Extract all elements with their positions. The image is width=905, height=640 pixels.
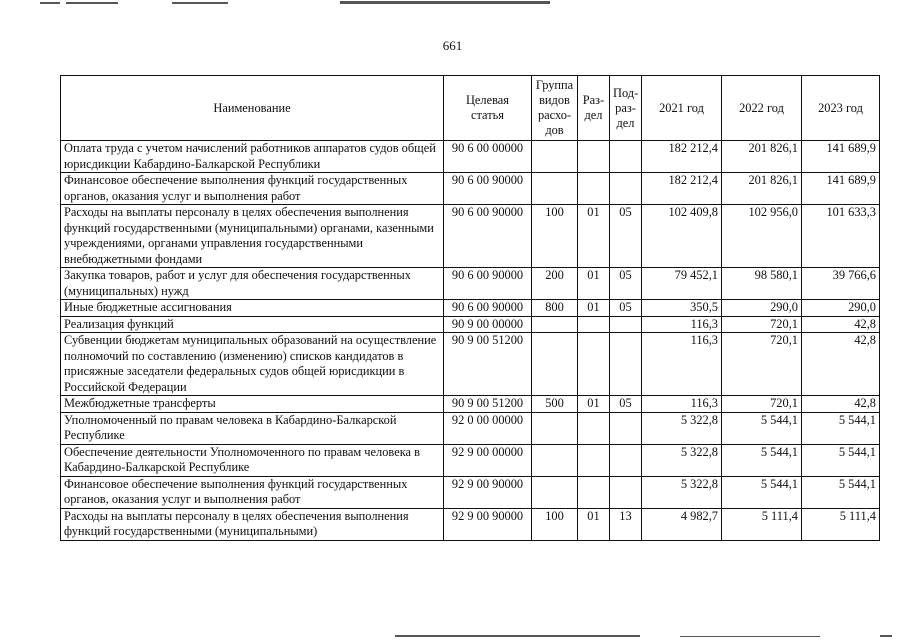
row-name: Закупка товаров, работ и услуг для обеспечения государственных (муниципальных) нужд xyxy=(61,268,444,300)
row-value-2021: 182 212,4 xyxy=(642,141,722,173)
row-value-2022: 720,1 xyxy=(722,333,802,396)
table-row xyxy=(61,444,880,476)
row-value-2023: 42,8 xyxy=(802,316,880,333)
row-value-2023: 290,0 xyxy=(802,300,880,317)
row-expense-group xyxy=(532,444,578,476)
row-subsection: 05 xyxy=(610,268,642,300)
row-expense-group: 200 xyxy=(532,268,578,300)
table-row xyxy=(61,396,880,413)
row-value-2023: 42,8 xyxy=(802,333,880,396)
row-value-2023: 42,8 xyxy=(802,396,880,413)
row-subsection xyxy=(610,141,642,173)
row-subsection xyxy=(610,316,642,333)
row-value-2022: 290,0 xyxy=(722,300,802,317)
row-name: Финансовое обеспечение выполнения функций государственных органов, оказания услуг и выполнения работ xyxy=(61,173,444,205)
header-section: Раз- дел xyxy=(578,76,610,141)
table-row xyxy=(61,300,880,317)
row-value-2021: 5 322,8 xyxy=(642,444,722,476)
table-row xyxy=(61,173,880,205)
row-value-2021: 5 322,8 xyxy=(642,412,722,444)
row-expense-group xyxy=(532,333,578,396)
row-target-code: 92 0 00 00000 xyxy=(444,412,532,444)
row-subsection xyxy=(610,333,642,396)
row-value-2021: 350,5 xyxy=(642,300,722,317)
row-value-2021: 4 982,7 xyxy=(642,508,722,540)
row-section xyxy=(578,333,610,396)
table-body xyxy=(61,141,880,541)
row-value-2022: 98 580,1 xyxy=(722,268,802,300)
row-target-code: 90 6 00 90000 xyxy=(444,205,532,268)
row-name: Обеспечение деятельности Уполномоченного по правам человека в Кабардино-Балкарской Республике xyxy=(61,444,444,476)
table-row xyxy=(61,205,880,268)
row-target-code: 92 9 00 00000 xyxy=(444,444,532,476)
scan-artifact-top xyxy=(0,0,905,8)
row-subsection xyxy=(610,444,642,476)
budget-table xyxy=(60,75,880,541)
row-value-2021: 79 452,1 xyxy=(642,268,722,300)
row-expense-group xyxy=(532,173,578,205)
row-value-2023: 5 544,1 xyxy=(802,444,880,476)
row-subsection: 13 xyxy=(610,508,642,540)
row-value-2021: 102 409,8 xyxy=(642,205,722,268)
row-section xyxy=(578,412,610,444)
row-expense-group xyxy=(532,141,578,173)
row-name: Субвенции бюджетам муниципальных образований на осуществление полномочий по составлению (изменению) списков кандидатов в присяжные заседатели федеральных судов общей юрисдикции в Российской Федерации xyxy=(61,333,444,396)
row-section: 01 xyxy=(578,300,610,317)
row-name: Финансовое обеспечение выполнения функций государственных органов, оказания услуг и выполнения работ xyxy=(61,476,444,508)
row-value-2022: 720,1 xyxy=(722,396,802,413)
row-subsection: 05 xyxy=(610,205,642,268)
header-subsection: Под- раз- дел xyxy=(610,76,642,141)
row-expense-group: 500 xyxy=(532,396,578,413)
header-group: Группа видов расхо- дов xyxy=(532,76,578,141)
row-expense-group xyxy=(532,412,578,444)
row-value-2022: 201 826,1 xyxy=(722,173,802,205)
row-section: 01 xyxy=(578,508,610,540)
row-value-2021: 5 322,8 xyxy=(642,476,722,508)
table-row xyxy=(61,476,880,508)
scan-artifact-bottom xyxy=(0,630,905,638)
header-2021: 2021 год xyxy=(642,76,722,141)
row-value-2023: 101 633,3 xyxy=(802,205,880,268)
table-header-row xyxy=(61,76,880,141)
table-row xyxy=(61,268,880,300)
row-expense-group: 100 xyxy=(532,508,578,540)
row-value-2022: 5 544,1 xyxy=(722,412,802,444)
row-target-code: 90 9 00 51200 xyxy=(444,333,532,396)
row-section: 01 xyxy=(578,396,610,413)
row-value-2021: 182 212,4 xyxy=(642,173,722,205)
row-subsection xyxy=(610,412,642,444)
table-row xyxy=(61,333,880,396)
row-name: Расходы на выплаты персоналу в целях обеспечения выполнения функций государственными (муниципальными) органами, казенными учреждениями, органами управления государственными внебюджетными фондами xyxy=(61,205,444,268)
row-value-2022: 5 544,1 xyxy=(722,476,802,508)
row-name: Уполномоченный по правам человека в Кабардино-Балкарской Республике xyxy=(61,412,444,444)
row-name: Межбюджетные трансферты xyxy=(61,396,444,413)
row-section: 01 xyxy=(578,205,610,268)
row-value-2021: 116,3 xyxy=(642,396,722,413)
row-value-2021: 116,3 xyxy=(642,333,722,396)
row-expense-group xyxy=(532,476,578,508)
row-name: Реализация функций xyxy=(61,316,444,333)
row-subsection xyxy=(610,476,642,508)
row-value-2022: 201 826,1 xyxy=(722,141,802,173)
row-expense-group: 800 xyxy=(532,300,578,317)
row-target-code: 90 6 00 90000 xyxy=(444,300,532,317)
row-name: Иные бюджетные ассигнования xyxy=(61,300,444,317)
row-target-code: 90 6 00 90000 xyxy=(444,173,532,205)
table-row xyxy=(61,141,880,173)
row-section xyxy=(578,173,610,205)
header-2022: 2022 год xyxy=(722,76,802,141)
row-value-2023: 5 544,1 xyxy=(802,476,880,508)
row-value-2023: 39 766,6 xyxy=(802,268,880,300)
row-value-2022: 720,1 xyxy=(722,316,802,333)
row-target-code: 92 9 00 90000 xyxy=(444,476,532,508)
row-value-2021: 116,3 xyxy=(642,316,722,333)
row-value-2022: 5 544,1 xyxy=(722,444,802,476)
row-target-code: 90 6 00 90000 xyxy=(444,268,532,300)
row-value-2023: 5 111,4 xyxy=(802,508,880,540)
row-section xyxy=(578,476,610,508)
row-subsection: 05 xyxy=(610,300,642,317)
row-value-2023: 141 689,9 xyxy=(802,173,880,205)
row-value-2023: 5 544,1 xyxy=(802,412,880,444)
row-name: Расходы на выплаты персоналу в целях обеспечения выполнения функций государственными (муниципальными) xyxy=(61,508,444,540)
row-target-code: 90 9 00 51200 xyxy=(444,396,532,413)
header-name: Наименование xyxy=(61,76,444,141)
row-expense-group: 100 xyxy=(532,205,578,268)
row-section: 01 xyxy=(578,268,610,300)
page-number: 661 xyxy=(442,38,463,53)
row-expense-group xyxy=(532,316,578,333)
row-target-code: 90 6 00 00000 xyxy=(444,141,532,173)
row-value-2023: 141 689,9 xyxy=(802,141,880,173)
table-row xyxy=(61,316,880,333)
table-row xyxy=(61,412,880,444)
table-row xyxy=(61,508,880,540)
row-section xyxy=(578,444,610,476)
row-value-2022: 5 111,4 xyxy=(722,508,802,540)
row-target-code: 92 9 00 90000 xyxy=(444,508,532,540)
row-name: Оплата труда с учетом начислений работников аппаратов судов общей юрисдикции Кабардино-Балкарской Республики xyxy=(61,141,444,173)
row-subsection xyxy=(610,173,642,205)
row-target-code: 90 9 00 00000 xyxy=(444,316,532,333)
row-subsection: 05 xyxy=(610,396,642,413)
row-section xyxy=(578,316,610,333)
row-value-2022: 102 956,0 xyxy=(722,205,802,268)
header-2023: 2023 год xyxy=(802,76,880,141)
header-target: Целевая статья xyxy=(444,76,532,141)
row-section xyxy=(578,141,610,173)
